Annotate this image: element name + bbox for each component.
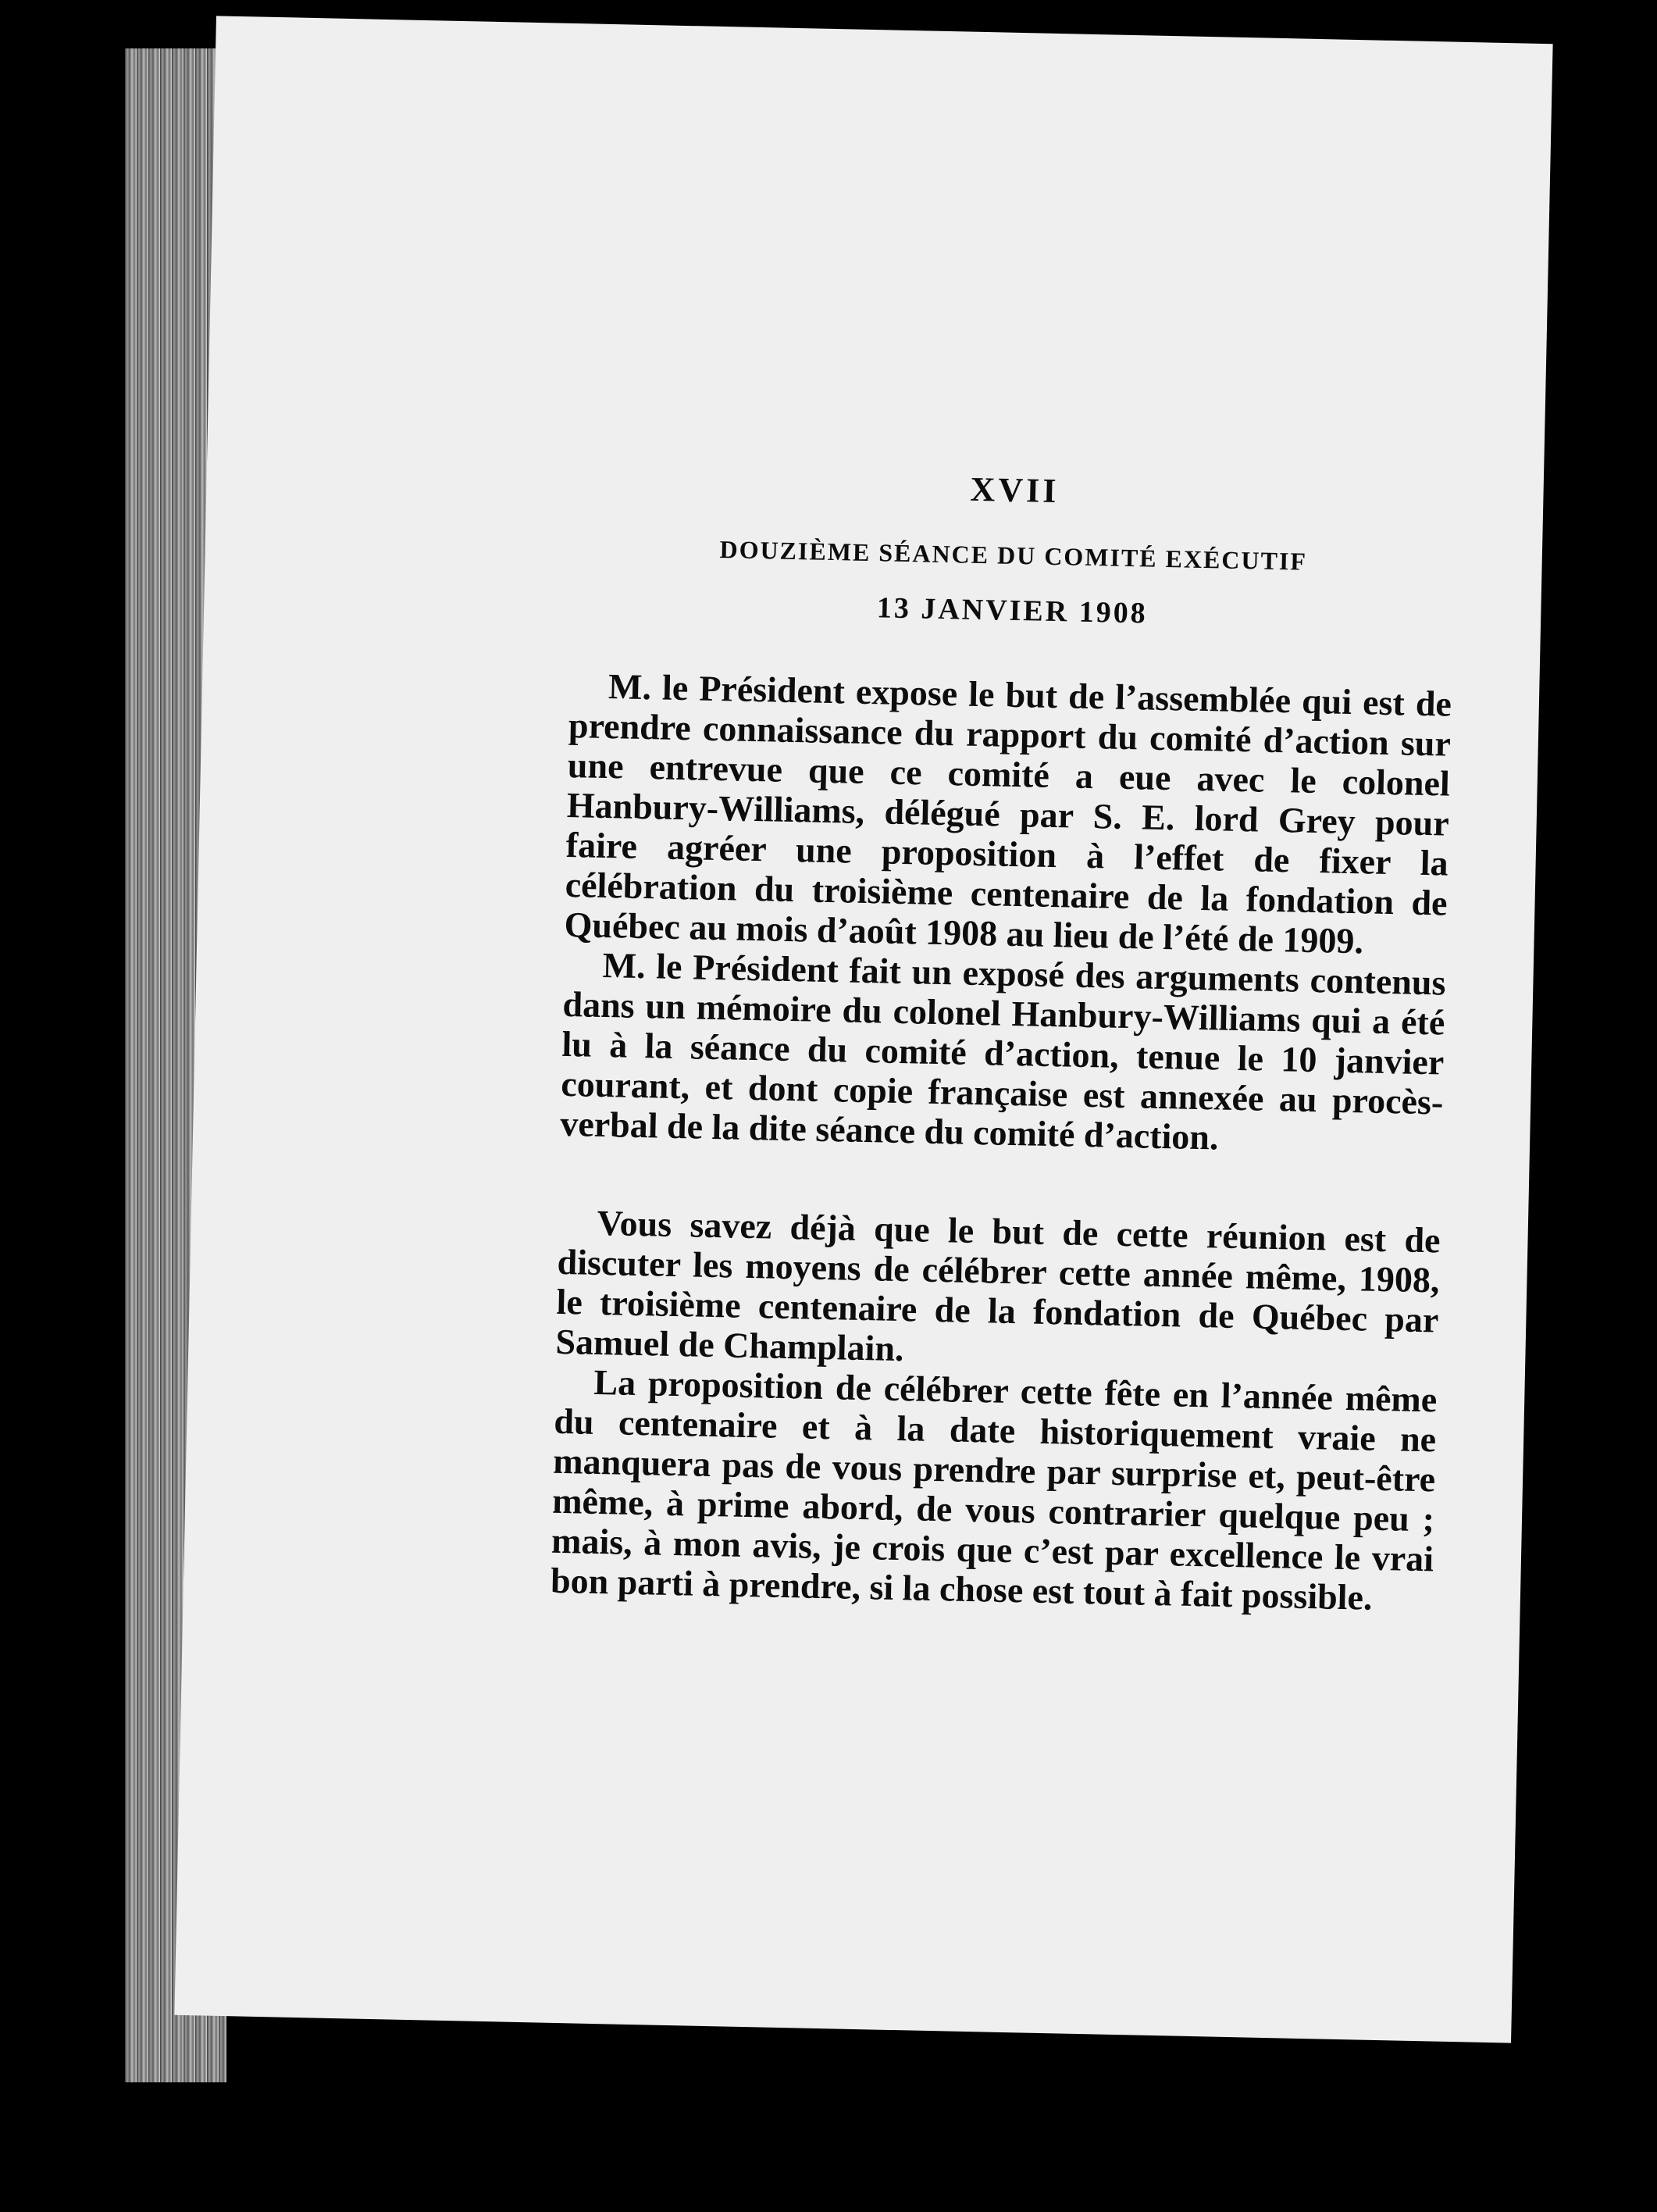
section-heading: DOUZIÈME SÉANCE DU COMITÉ EXÉCUTIF — [719, 535, 1308, 576]
page-content — [551, 461, 1456, 1618]
paragraph: M. le Président fait un exposé des arguments contenus dans un mémoire du colonel Hanbury-Williams qui a été lu à la séance du comité d’action, tenue le 10 janvier courant, et dont copie française est annexée au procès-verbal de la dite séance du comité d’action. — [559, 944, 1446, 1158]
paragraph: Vous savez déjà que le but de cette réunion est de discuter les moyens de célébrer cette année même, 1908, le troisième centenaire de la fondation de Québec par Samuel de Champlain. — [555, 1202, 1441, 1369]
paragraph: La proposition de célébrer cette fête en l’année même du centenaire et à la date historiquement vraie ne manquera pas de vous prendre par surprise et, peut-être même, à prime abord, de vous contrarier quelque peu ; mais, à mon avis, je crois que c’est par excellence le vrai bon parti à prendre, si la chose est tout à fait possible. — [550, 1361, 1438, 1618]
paragraph: M. le Président expose le but de l’assemblée qui est de prendre connaissance du rapport du comité d’action sur une entrevue que ce comité a eue avec le colonel Hanbury-Williams, délégué par S. E. lord Grey pour faire agréer une proposition à l’effet de fixer la célébration du troisième centenaire de la fondation de Québec au mois d’août 1908 au lieu de l’été de 1909. — [564, 666, 1452, 962]
meeting-date: 13 JANVIER 1908 — [876, 591, 1149, 630]
chapter-number: XVII — [970, 469, 1060, 511]
document-page — [174, 16, 1552, 2043]
